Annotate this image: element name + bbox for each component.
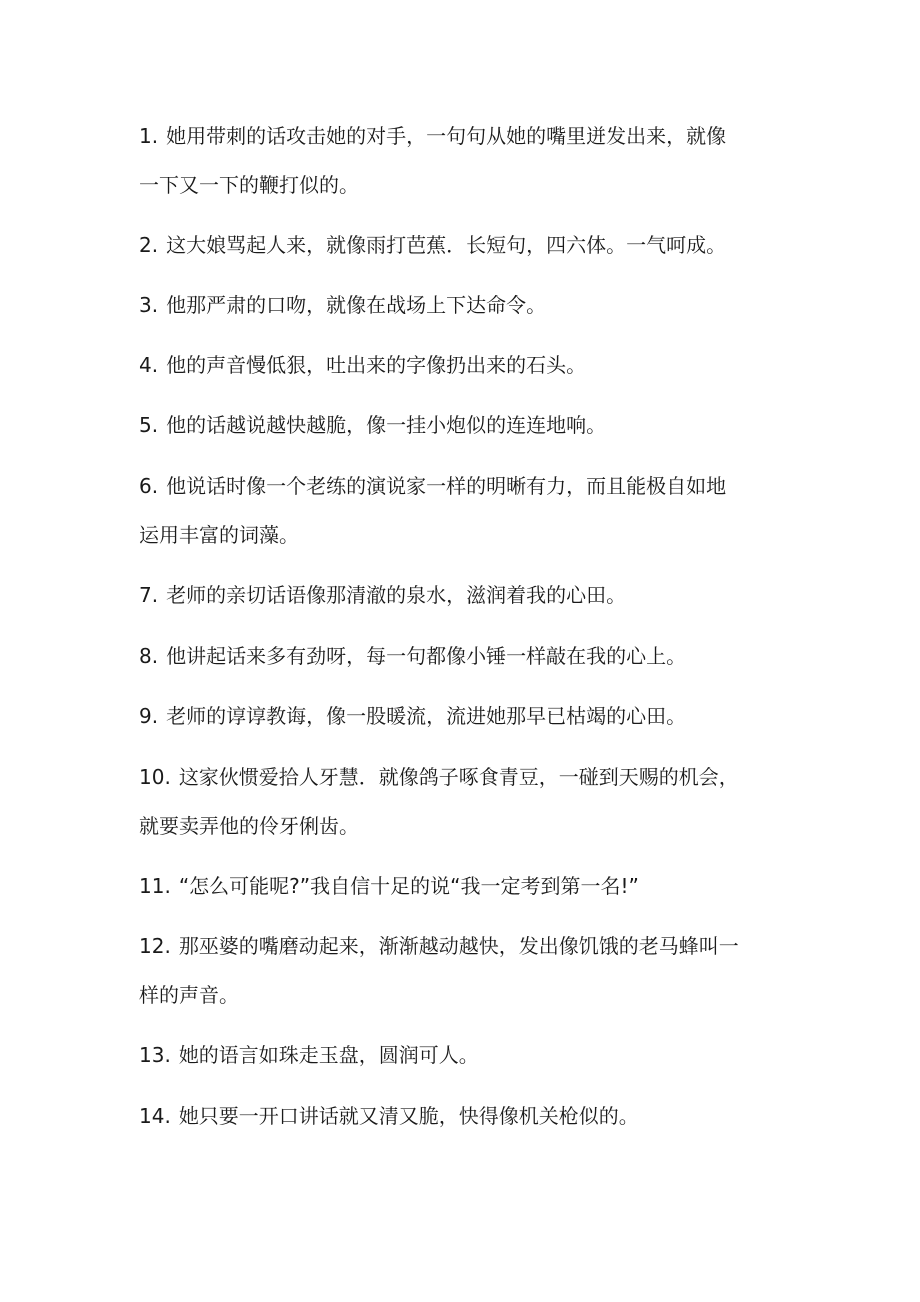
item-text: 她的语言如珠走玉盘，圆润可人。 [178,1043,479,1067]
item-number: 9. [139,704,159,728]
list-item-line: 样的声音。 [139,983,239,1007]
list-item-11 [139,862,789,911]
item-number: 8. [139,644,159,668]
item-text: 他说话时像一个老练的演说家一样的明晰有力，而且能极自如地 [166,474,727,498]
list-item-line [139,632,789,681]
list-item-12 [139,922,789,1020]
item-text: 她只要一开口讲话就又清又脆，快得像机关枪似的。 [178,1104,639,1128]
item-number: 6. [139,474,159,498]
list-item-3 [139,281,789,330]
list-item-line: 运用丰富的词藻。 [139,523,299,547]
list-item-line: 就要卖弄他的伶牙俐齿。 [139,814,359,838]
item-number: 1. [139,124,159,148]
item-text: 他讲起话来多有劲呀，每一句都像小锤一样敲在我的心上。 [166,644,687,668]
list-item-line [139,281,789,330]
item-number: 12. [139,934,171,958]
item-number: 14. [139,1104,171,1128]
item-text: 他的话越说越快越脆，像一挂小炮似的连连地响。 [166,413,607,437]
item-number: 13. [139,1043,171,1067]
list-item-line [139,571,789,620]
list-item-5 [139,401,789,450]
item-text: 这大娘骂起人来，就像雨打芭蕉．长短句，四六体。一气呵成。 [166,233,727,257]
item-number: 4. [139,353,159,377]
list-item-line [139,922,789,971]
list-item-line [139,1092,789,1141]
item-text: 老师的亲切话语像那清澈的泉水，滋润着我的心田。 [166,583,627,607]
item-text: “怎么可能呢?”我自信十足的说“我一定考到第一名!” [178,874,639,898]
list-item-line: 一下又一下的鞭打似的。 [139,173,359,197]
list-item-line [139,692,789,741]
item-number: 10. [139,765,171,789]
item-text: 她用带刺的话攻击她的对手，一句句从她的嘴里迸发出来，就像 [166,124,727,148]
list-item-line [139,401,789,450]
item-number: 7. [139,583,159,607]
list-item-line [139,753,789,802]
list-item-line [139,341,789,390]
list-item-line [139,112,789,161]
list-item-line [139,221,789,270]
item-number: 2. [139,233,159,257]
list-item-7 [139,571,789,620]
list-item-6 [139,462,789,560]
item-text: 这家伙惯爱拾人牙慧．就像鸽子啄食青豆，一碰到天赐的机会， [178,765,739,789]
list-item-9 [139,692,789,741]
item-text: 他那严肃的口吻，就像在战场上下达命令。 [166,293,547,317]
item-text: 老师的谆谆教诲，像一股暖流，流进她那早已枯竭的心田。 [166,704,687,728]
item-number: 5. [139,413,159,437]
list-item-1 [139,112,789,210]
list-item-13 [139,1031,789,1080]
list-item-line [139,862,789,911]
list-item-line [139,462,789,511]
list-item-10 [139,753,789,851]
list-item-4 [139,341,789,390]
item-text: 那巫婆的嘴磨动起来，渐渐越动越快，发出像饥饿的老马蜂叫一 [178,934,739,958]
item-number: 3. [139,293,159,317]
list-item-line [139,1031,789,1080]
list-item-2 [139,221,789,270]
item-number: 11. [139,874,171,898]
list-item-8 [139,632,789,681]
list-item-14 [139,1092,789,1141]
item-text: 他的声音慢低狠，吐出来的字像扔出来的石头。 [166,353,587,377]
